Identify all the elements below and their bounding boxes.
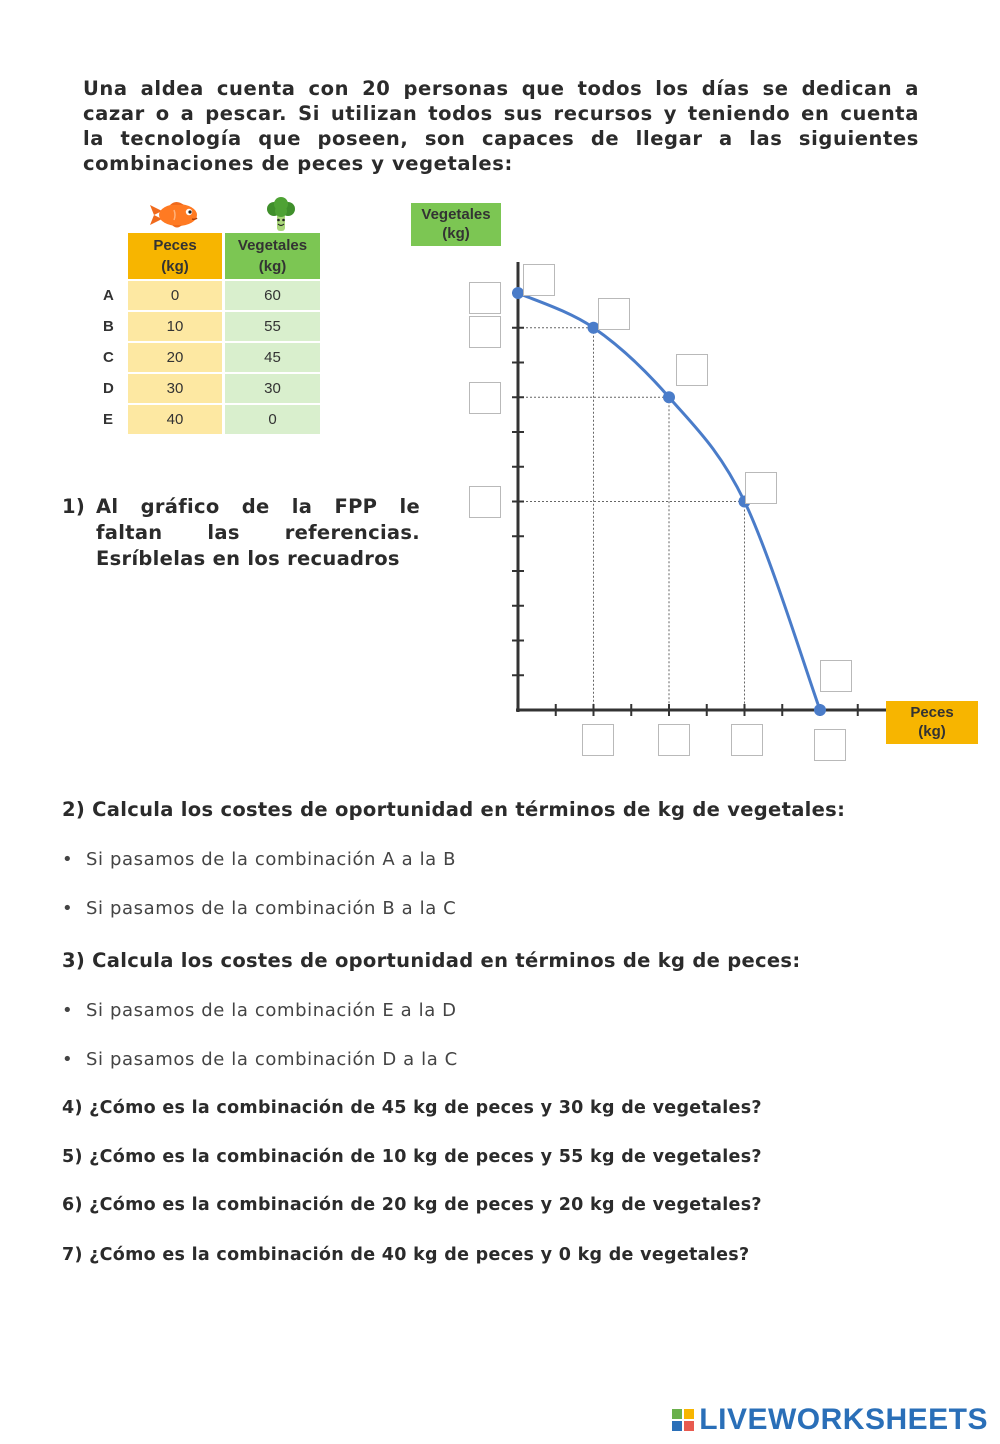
vegetales-value: 0	[225, 405, 320, 434]
liveworksheets-logo-icon	[672, 1407, 696, 1433]
intro-line: combinaciones de peces y vegetales:	[83, 152, 513, 175]
header-peces-title: Peces	[153, 237, 197, 254]
question-2-item-text: Si pasamos de la combinación B a la C	[86, 898, 457, 919]
table-row	[99, 281, 320, 310]
header-vegetales-unit: (kg)	[258, 258, 287, 275]
y-axis-label	[411, 203, 501, 246]
intro-paragraph	[83, 76, 919, 176]
guide-lines	[518, 328, 745, 710]
ppf-point-c	[663, 391, 675, 403]
answer-box-x-40[interactable]	[814, 729, 846, 761]
question-6: 6) ¿Cómo es la combinación de 20 kg de peces y 20 kg de vegetales?	[62, 1195, 762, 1215]
x-axis-label-unit: (kg)	[918, 723, 946, 740]
peces-value: 20	[128, 343, 222, 372]
answer-box-point-a[interactable]	[523, 264, 555, 296]
answer-box-point-e[interactable]	[820, 660, 852, 692]
chart-axes	[516, 262, 886, 712]
table-row	[99, 343, 320, 372]
data-table	[96, 231, 323, 436]
intro-line: la tecnología que poseen, son capaces de llegar a las siguientes	[83, 127, 919, 150]
header-peces	[128, 233, 222, 279]
header-vegetales	[225, 233, 320, 279]
answer-box-y-60[interactable]	[469, 282, 501, 314]
bullet: •	[62, 1000, 74, 1021]
answer-box-point-b[interactable]	[598, 298, 630, 330]
question-5: 5) ¿Cómo es la combinación de 10 kg de peces y 55 kg de vegetales?	[62, 1147, 762, 1167]
question-2-item	[62, 898, 456, 919]
bullet: •	[62, 898, 74, 919]
vegetales-value: 45	[225, 343, 320, 372]
answer-box-x-30[interactable]	[731, 724, 763, 756]
answer-box-y-30[interactable]	[469, 486, 501, 518]
question-3-item-text: Si pasamos de la combinación D a la C	[86, 1049, 458, 1070]
peces-value: 0	[128, 281, 222, 310]
bullet: •	[62, 849, 74, 870]
question-2: 2) Calcula los costes de oportunidad en términos de kg de vegetales:	[62, 798, 846, 821]
ppf-chart	[440, 250, 900, 770]
table-corner	[99, 233, 125, 279]
question-1-line: Esríblelas en los recuadros	[96, 547, 400, 570]
question-7: 7) ¿Cómo es la combinación de 40 kg de peces y 0 kg de vegetales?	[62, 1245, 750, 1265]
row-label: A	[103, 287, 114, 304]
liveworksheets-logo-text: LIVEWORKSHEETS	[699, 1403, 988, 1436]
answer-box-x-10[interactable]	[582, 724, 614, 756]
table-row	[99, 312, 320, 341]
peces-value: 10	[128, 312, 222, 341]
question-1-line: faltan las referencias.	[96, 521, 420, 544]
answer-box-y-55[interactable]	[469, 316, 501, 348]
answer-box-point-d[interactable]	[745, 472, 777, 504]
y-axis-label-unit: (kg)	[442, 225, 470, 242]
question-3-item-text: Si pasamos de la combinación E a la D	[86, 1000, 457, 1021]
answer-box-y-45[interactable]	[469, 382, 501, 414]
row-label: C	[103, 349, 114, 366]
question-4: 4) ¿Cómo es la combinación de 45 kg de peces y 30 kg de vegetales?	[62, 1098, 762, 1118]
row-label: D	[103, 380, 114, 397]
broccoli-icon	[264, 197, 298, 233]
table-row	[99, 374, 320, 403]
intro-line: Una aldea cuenta con 20 personas que todos los días se dedican a	[83, 77, 919, 100]
liveworksheets-logo	[672, 1402, 988, 1438]
fish-icon	[150, 200, 202, 230]
vegetales-value: 55	[225, 312, 320, 341]
answer-box-x-20[interactable]	[658, 724, 690, 756]
bullet: •	[62, 1049, 74, 1070]
question-3-item	[62, 1049, 458, 1070]
x-axis-label-title: Peces	[910, 704, 954, 721]
question-1-line: Al gráfico de la FPP le	[96, 495, 420, 518]
vegetales-value: 30	[225, 374, 320, 403]
y-axis-label-title: Vegetales	[421, 206, 491, 223]
question-2-item-text: Si pasamos de la combinación A a la B	[86, 849, 457, 870]
vegetales-value: 60	[225, 281, 320, 310]
row-label: B	[103, 318, 114, 335]
peces-value: 30	[128, 374, 222, 403]
question-2-item	[62, 849, 456, 870]
answer-box-point-c[interactable]	[676, 354, 708, 386]
intro-line: cazar o a pescar. Si utilizan todos sus recursos y teniendo en cuenta	[83, 102, 919, 125]
question-3: 3) Calcula los costes de oportunidad en términos de kg de peces:	[62, 949, 801, 972]
table-row	[99, 405, 320, 434]
header-vegetales-title: Vegetales	[237, 237, 308, 254]
header-peces-unit: (kg)	[161, 258, 189, 275]
question-1	[62, 494, 420, 572]
ppf-point-e	[814, 704, 826, 716]
question-1-number: 1)	[62, 495, 86, 518]
question-3-item	[62, 1000, 457, 1021]
row-label: E	[103, 411, 114, 428]
peces-value: 40	[128, 405, 222, 434]
